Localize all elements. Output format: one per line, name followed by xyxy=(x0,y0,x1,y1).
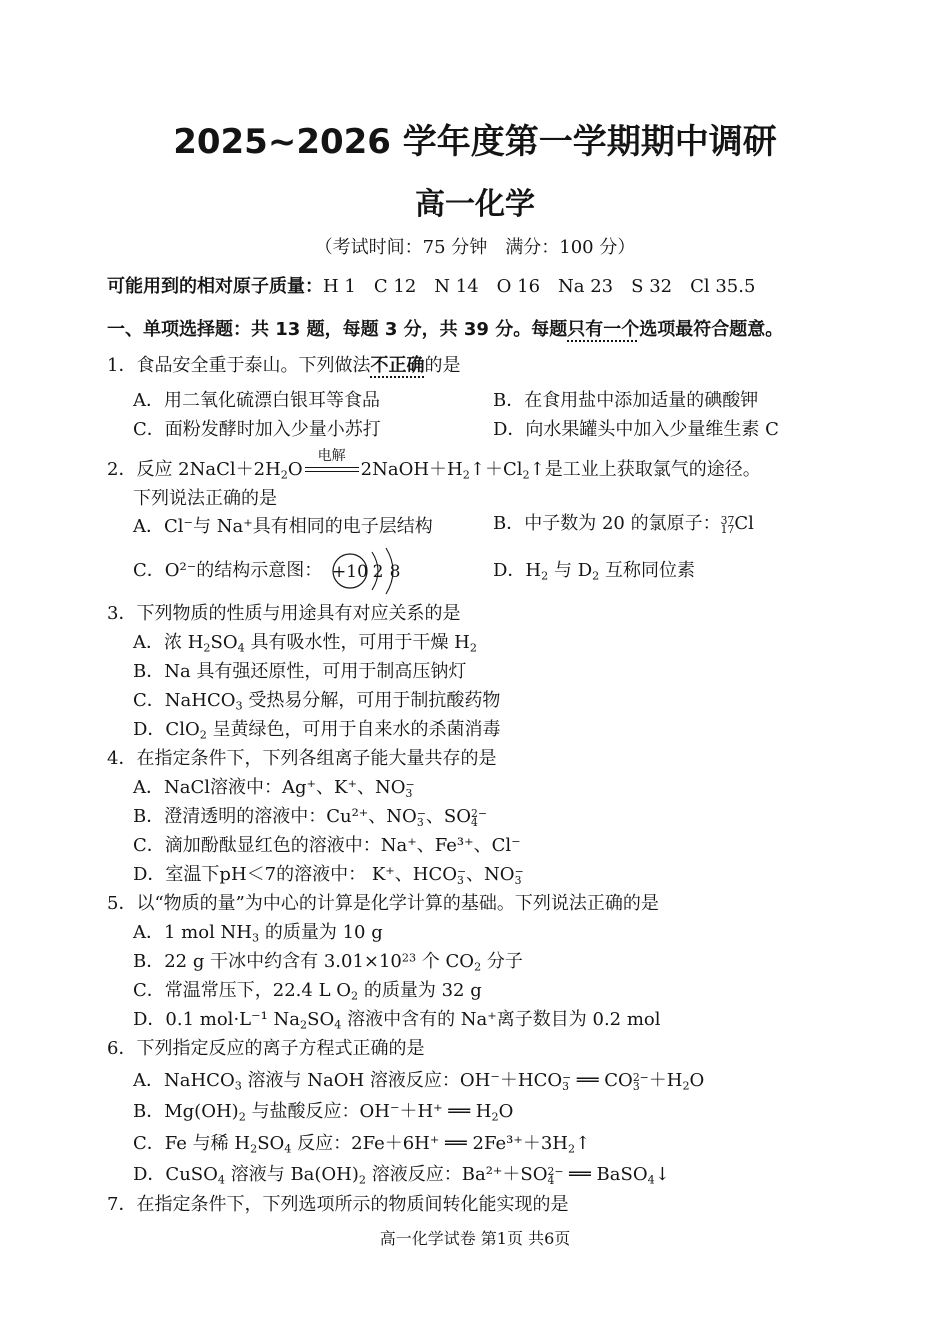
question-text: 食品安全重于泰山。下列做法 xyxy=(136,355,371,376)
q3-option-d xyxy=(133,719,501,741)
option-text: 溶液与 NaOH 溶液反应：OH⁻＋HCO xyxy=(241,1070,563,1091)
q4-option-a xyxy=(133,777,415,799)
subscript: 3 xyxy=(234,1079,242,1093)
q2-option-c: C．O²⁻的结构示意图： xyxy=(133,560,323,581)
ion-charge xyxy=(416,806,426,829)
subscript: 2 xyxy=(300,1018,308,1032)
q4-option-b xyxy=(133,806,487,828)
equals-lines xyxy=(305,467,359,472)
option-text: 溶液中含有的 Na⁺离子数目为 0.2 mol xyxy=(341,1009,661,1030)
q5-option-d xyxy=(133,1009,661,1031)
subscript: 2 xyxy=(462,468,470,482)
subscript: 2 xyxy=(541,569,549,583)
element-symbol: Cl xyxy=(734,513,754,534)
question-number: 7． xyxy=(107,1194,137,1215)
q2-option-d xyxy=(493,560,695,582)
option-text: D．H xyxy=(493,560,542,581)
negation-emphasis: 不正确 xyxy=(370,355,425,376)
option-text: 、SO xyxy=(425,806,471,827)
subscript: 4 xyxy=(237,641,245,655)
option-text: 具有吸水性，可用于干燥 H xyxy=(244,632,470,653)
question-text: 的是 xyxy=(424,355,461,376)
option-text: ══ CO xyxy=(571,1070,633,1091)
subscript: 2 xyxy=(474,960,482,974)
q6-option-a xyxy=(133,1070,704,1092)
subscript: 2 xyxy=(238,1110,246,1124)
subscript: 4 xyxy=(647,1173,655,1187)
option-text: 互称同位素 xyxy=(599,560,695,581)
ion-charge xyxy=(562,1070,572,1093)
option-text: 溶液反应：Ba²⁺＋SO xyxy=(366,1164,548,1185)
option-text: O xyxy=(689,1070,705,1091)
subscript: 4 xyxy=(334,1018,342,1032)
section-heading xyxy=(107,319,783,341)
question-7-stem xyxy=(107,1194,568,1216)
q6-option-c xyxy=(133,1133,590,1155)
superscript: − xyxy=(514,864,524,878)
subscript: 2 xyxy=(682,1079,690,1093)
superscript: − xyxy=(562,1070,572,1084)
section-heading-part: 一、单项选择题：共 13 题，每题 3 分，共 39 分。每题 xyxy=(107,319,568,340)
question-2-stem xyxy=(107,448,761,482)
superscript: 2− xyxy=(470,806,487,820)
superscript: 2− xyxy=(632,1070,649,1084)
option-text: B．Mg(OH) xyxy=(133,1101,239,1122)
ion-charge xyxy=(470,806,487,829)
option-text: B．澄清透明的溶液中：Cu²⁺、NO xyxy=(133,806,417,827)
option-text: C．Fe 与稀 H xyxy=(133,1133,251,1154)
option-text: ══ BaSO xyxy=(563,1164,648,1185)
question-text: 在指定条件下，下列各组离子能大量共存的是 xyxy=(136,748,497,769)
q3-option-c xyxy=(133,690,500,712)
superscript: − xyxy=(457,864,467,878)
q3-option-a xyxy=(133,632,477,654)
subscript: 3 xyxy=(514,873,522,887)
option-text: 分子 xyxy=(481,951,523,972)
option-text: ↑ xyxy=(575,1133,591,1154)
atomic-number: 17 xyxy=(720,522,735,536)
subscript: 3 xyxy=(632,1079,640,1093)
option-text: SO xyxy=(307,1009,335,1030)
option-text: 呈黄绿色，可用于自来水的杀菌消毒 xyxy=(206,719,501,740)
mass-number: 37 xyxy=(720,513,735,527)
option-text: A．NaHCO xyxy=(133,1070,235,1091)
option-text: 个 CO xyxy=(416,951,475,972)
q5-option-a xyxy=(133,922,383,944)
q1-option-c: C．面粉发酵时加入少量小苏打 xyxy=(133,419,381,440)
question-number: 2． xyxy=(107,459,137,480)
equation-text: 反应 2NaCl＋2H xyxy=(136,459,281,480)
subscript: 3 xyxy=(562,1079,569,1093)
atomic-mass-label: 可能用到的相对原子质量： xyxy=(107,276,323,297)
condition-label: 电解 xyxy=(317,448,346,464)
option-text: A．浓 H xyxy=(133,632,204,653)
question-number: 1． xyxy=(107,355,137,376)
question-number: 4． xyxy=(107,748,137,769)
option-text: D．CuSO xyxy=(133,1164,218,1185)
subscript: 2 xyxy=(250,1142,258,1156)
question-text: 在指定条件下，下列选项所示的物质间转化能实现的是 xyxy=(136,1194,569,1215)
atomic-mass-line xyxy=(107,276,755,298)
superscript: 2− xyxy=(547,1164,564,1178)
option-text: 与 D xyxy=(548,560,593,581)
ion-charge xyxy=(547,1164,564,1187)
subscript: 2 xyxy=(280,468,288,482)
option-text: D．ClO xyxy=(133,719,200,740)
question-number: 6． xyxy=(107,1038,137,1059)
ion-charge xyxy=(405,777,415,800)
option-text: B．中子数为 20 的氯原子： xyxy=(493,513,721,534)
subscript: 2 xyxy=(351,989,359,1003)
superscript: − xyxy=(405,777,415,791)
option-text: 、NO xyxy=(466,864,515,885)
option-text: SO xyxy=(257,1133,285,1154)
question-4-stem xyxy=(107,748,496,770)
subscript: 2 xyxy=(358,1173,367,1187)
exam-time-info: （考试时间：75 分钟 满分：100 分） xyxy=(314,237,636,258)
option-text: ↓ xyxy=(654,1164,670,1185)
subscript: 4 xyxy=(284,1142,292,1156)
question-1-stem xyxy=(107,355,460,377)
q6-option-d xyxy=(133,1164,670,1186)
superscript: − xyxy=(416,806,426,820)
equation-text: ↑是工业上获取氯气的途径。 xyxy=(529,459,761,480)
subscript: 3 xyxy=(416,815,424,829)
subscript: 2 xyxy=(199,728,207,742)
question-2-stem-line2: 下列说法正确的是 xyxy=(133,488,277,509)
nuclide-notation xyxy=(720,513,735,536)
subscript: 3 xyxy=(405,786,413,800)
option-text: SO xyxy=(210,632,238,653)
option-text: B．22 g 干冰中约含有 3.01×10 xyxy=(133,951,402,972)
subscript: 2 xyxy=(491,1110,499,1124)
shell-2-electrons: 8 xyxy=(389,562,401,582)
oxide-ion-structure-diagram xyxy=(328,546,428,596)
subscript: 2 xyxy=(203,641,211,655)
exponent: 23 xyxy=(401,951,417,965)
exam-title: 2025~2026 学年度第一学期期中调研 xyxy=(173,122,777,162)
question-text: 下列物质的性质与用途具有对应关系的是 xyxy=(136,603,461,624)
question-5-stem xyxy=(107,893,659,915)
option-text: D．室温下pH＜7的溶液中： K⁺、HCO xyxy=(133,864,457,885)
shell-1-electrons: 2 xyxy=(372,562,384,582)
ion-charge xyxy=(632,1070,649,1093)
option-text: C．常温常压下，22.4 L O xyxy=(133,980,352,1001)
subscript: 4 xyxy=(547,1173,555,1187)
subscript: 3 xyxy=(235,699,243,713)
subscript: 2 xyxy=(522,468,530,482)
section-heading-emphasis: 只有一个 xyxy=(567,319,640,340)
electrolysis-condition xyxy=(303,448,361,481)
option-text: O xyxy=(498,1101,514,1122)
q1-option-a: A．用二氧化硫漂白银耳等食品 xyxy=(133,390,380,411)
q1-option-b: B．在食用盐中添加适量的碘酸钾 xyxy=(493,390,759,411)
subscript: 3 xyxy=(252,931,260,945)
option-text: A．NaCl溶液中：Ag⁺、K⁺、NO xyxy=(133,777,406,798)
option-text: 的质量为 32 g xyxy=(358,980,482,1001)
q2-option-a: A．Cl⁻与 Na⁺具有相同的电子层结构 xyxy=(133,516,433,537)
option-text: 与盐酸反应：OH⁻＋H⁺ ══ H xyxy=(245,1101,492,1122)
question-6-stem xyxy=(107,1038,424,1060)
ion-charge xyxy=(457,864,467,887)
q3-option-b: B．Na 具有强还原性，可用于制高压钠灯 xyxy=(133,661,467,682)
nuclear-charge: +10 xyxy=(332,562,368,582)
subscript: 2 xyxy=(592,569,600,583)
question-number: 3． xyxy=(107,603,137,624)
q5-option-b xyxy=(133,951,523,973)
option-text: 的质量为 10 g xyxy=(259,922,383,943)
q1-option-d: D．向水果罐头中加入少量维生素 C xyxy=(493,419,779,440)
q4-option-d xyxy=(133,864,524,886)
subscript: 4 xyxy=(217,1173,225,1187)
q2-option-b xyxy=(493,513,754,535)
subject-title: 高一化学 xyxy=(415,187,535,222)
subscript: 3 xyxy=(457,873,464,887)
option-text: C．NaHCO xyxy=(133,690,236,711)
subscript: 2 xyxy=(469,641,477,655)
q5-option-c xyxy=(133,980,482,1002)
option-text: 反应：2Fe＋6H⁺ ══ 2Fe³⁺＋3H xyxy=(291,1133,568,1154)
question-number: 5． xyxy=(107,893,137,914)
question-text: 下列指定反应的离子方程式正确的是 xyxy=(136,1038,425,1059)
q4-option-c: C．滴加酚酞显红色的溶液中：Na⁺、Fe³⁺、Cl⁻ xyxy=(133,835,521,856)
equation-text: 2NaOH＋H xyxy=(360,459,463,480)
option-text: 溶液与 Ba(OH) xyxy=(225,1164,359,1185)
ion-charge xyxy=(514,864,524,887)
equation-text: O xyxy=(287,459,303,480)
subscript: 4 xyxy=(470,815,478,829)
question-3-stem xyxy=(107,603,460,625)
equation-text: ↑＋Cl xyxy=(469,459,523,480)
option-text: 受热易分解，可用于制抗酸药物 xyxy=(242,690,501,711)
option-text: ＋H xyxy=(648,1070,683,1091)
atomic-mass-values: H 1 C 12 N 14 O 16 Na 23 S 32 Cl 35.5 xyxy=(323,276,756,297)
page-footer: 高一化学试卷 第1页 共6页 xyxy=(379,1229,571,1248)
q6-option-b xyxy=(133,1101,513,1123)
option-text: A．1 mol NH xyxy=(133,922,253,943)
section-heading-part: 选项最符合题意。 xyxy=(639,319,784,340)
question-text: 以“物质的量”为中心的计算是化学计算的基础。下列说法正确的是 xyxy=(136,893,659,914)
option-text: D．0.1 mol·L⁻¹ Na xyxy=(133,1009,301,1030)
subscript: 2 xyxy=(567,1142,576,1156)
